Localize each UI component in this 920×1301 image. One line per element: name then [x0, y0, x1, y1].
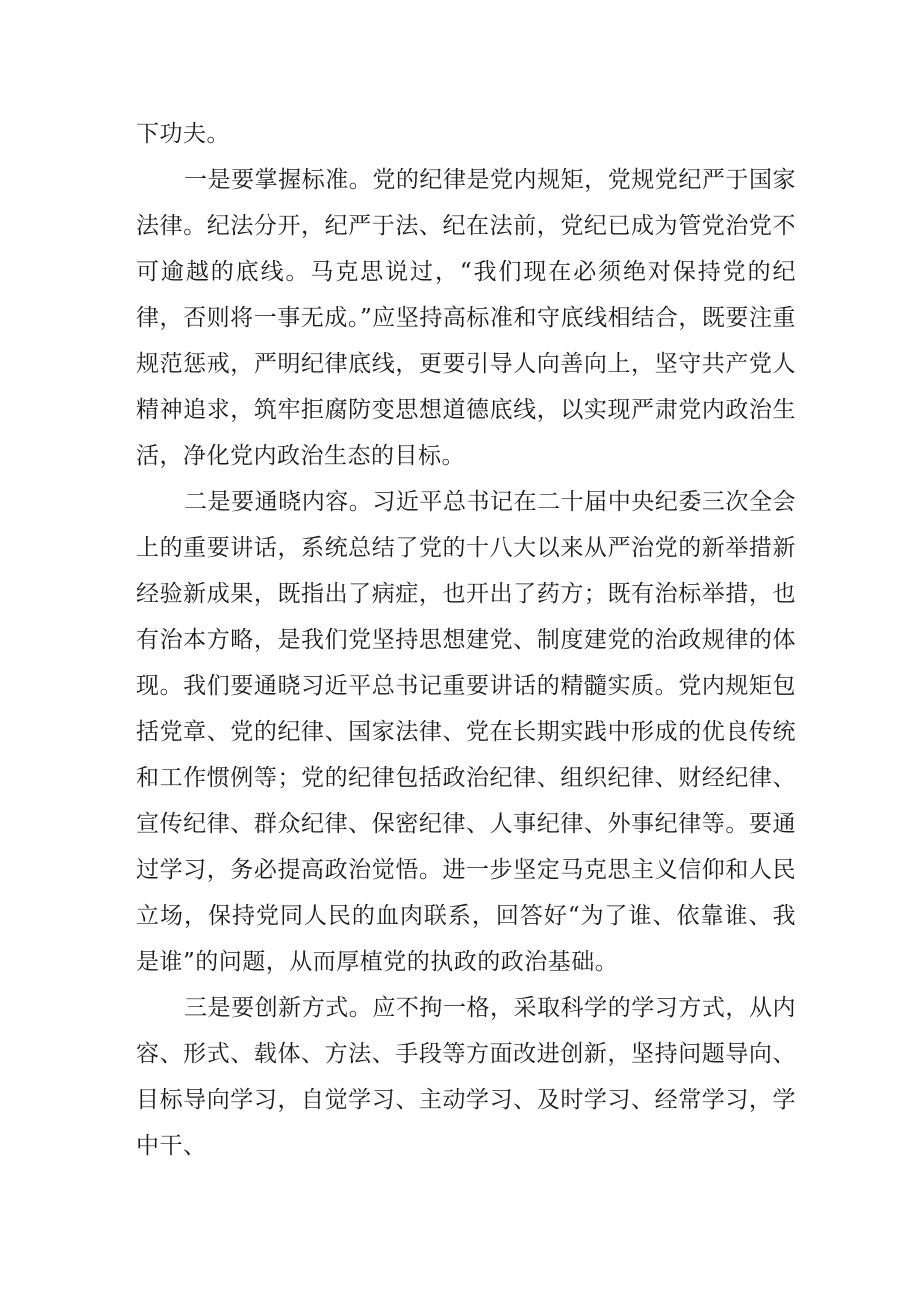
paragraph-continuation: 下功夫。 — [136, 121, 230, 147]
paragraph-innovate-methods: 三是要创新方式。应不拘一格，采取科学的学习方式，从内容、形式、载体、方法、手段等方面改进创新，坚持问题导向、目标导向学习，自觉学习、主动学习、及时学习、经常学习，学中干、 — [136, 995, 796, 1159]
document-body — [136, 111, 796, 1169]
paragraph-master-standards: 一是要掌握标准。党的纪律是党内规矩，党规党纪严于国家法律。纪法分开，纪严于法、纪在法前，党纪已成为管党治党不可逾越的底线。马克思说过，“我们现在必须绝对保持党的纪律，否则将一事无成。”应坚持高标准和守底线相结合，既要注重规范惩戒，严明纪律底线，更要引导人向善向上，坚守共产党人精神追求，筑牢拒腐防变思想道德底线，以实现严肃党内政治生活，净化党内政治生态的目标。 — [136, 167, 796, 469]
paragraph-understand-content: 二是要通晓内容。习近平总书记在二十届中央纪委三次全会上的重要讲话，系统总结了党的十八大以来从严治党的新举措新经验新成果，既指出了病症，也开出了药方；既有治标举措，也有治本方略，是我们党坚持思想建党、制度建党的治政规律的体现。我们要通晓习近平总书记重要讲话的精髓实质。党内规矩包括党章、党的纪律、国家法律、党在长期实践中形成的优良传统和工作惯例等；党的纪律包括政治纪律、组织纪律、财经纪律、宣传纪律、群众纪律、保密纪律、人事纪律、外事纪律等。要通过学习，务必提高政治觉悟。进一步坚定马克思主义信仰和人民立场，保持党同人民的血肉联系，回答好“为了谁、依靠谁、我是谁”的问题，从而厚植党的执政的政治基础。 — [136, 489, 796, 975]
